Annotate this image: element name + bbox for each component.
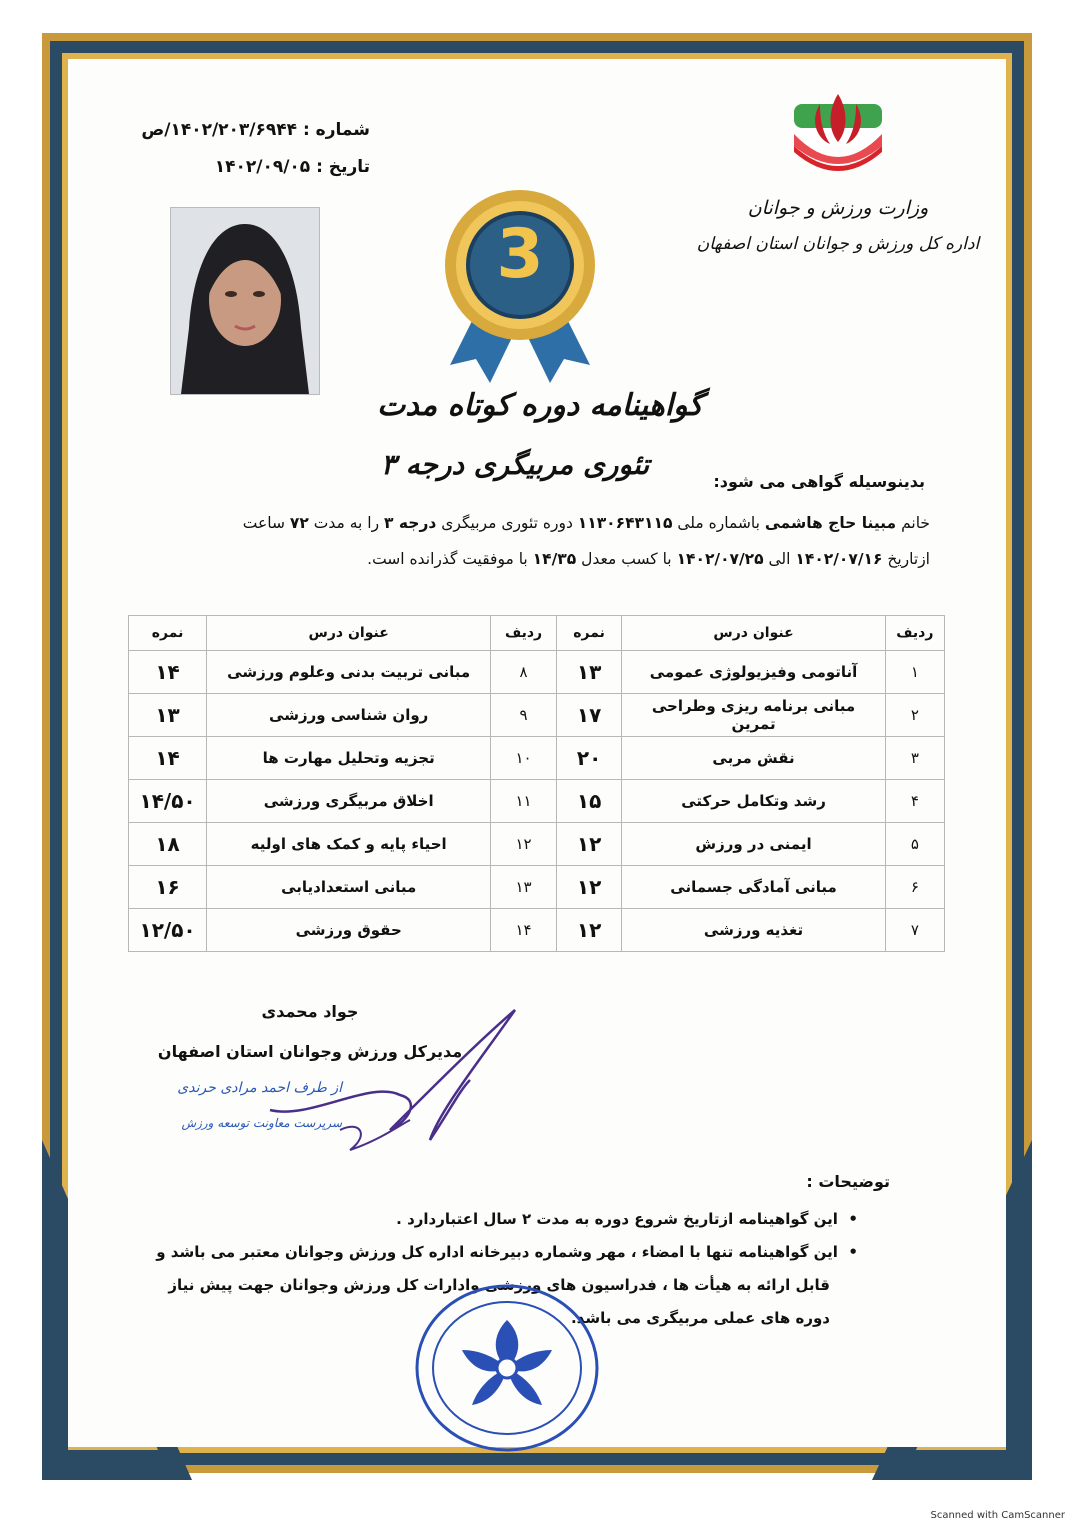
course-degree: درجه ۳	[384, 514, 437, 532]
course-title: ایمنی در ورزش	[622, 823, 885, 866]
course-title: احیاء پایه و کمک های اولیه	[207, 823, 491, 866]
course-title: نقش مربی	[622, 737, 885, 780]
table-row	[129, 823, 945, 866]
course-title: مبانی آمادگی جسمانی	[622, 866, 885, 909]
course-grade: ۱۸	[129, 823, 207, 866]
medal-number: 3	[496, 215, 544, 294]
course-hours: ۷۲	[289, 514, 309, 532]
text-segment: را به مدت	[313, 514, 380, 532]
course-grade: ۱۶	[129, 866, 207, 909]
course-title: آناتومی وفیزیولوژی عمومی	[622, 651, 885, 694]
scanned-watermark: Scanned with CamScanner	[930, 1510, 1065, 1521]
course-title: مبانی برنامه ریزی وطراحی تمرین	[622, 694, 885, 737]
course-grade: ۱۴/۵۰	[129, 780, 207, 823]
official-stamp-icon	[412, 1280, 602, 1455]
row-number: ۷	[885, 909, 944, 952]
text-segment: ازتاریخ	[887, 550, 930, 568]
table-row	[129, 737, 945, 780]
text-segment: باشماره ملی	[677, 514, 760, 532]
table-row	[129, 780, 945, 823]
row-number: ۶	[885, 866, 944, 909]
course-grade: ۱۷	[556, 694, 622, 737]
course-grade: ۱۴	[129, 737, 207, 780]
notes-title: توضیحات :	[806, 1172, 890, 1191]
row-number: ۱۴	[491, 909, 557, 952]
iran-emblem-icon	[790, 90, 886, 182]
course-title: اخلاق مربیگری ورزشی	[207, 780, 491, 823]
grades-table	[128, 615, 945, 952]
certificate-title-line2: تئوری مربیگری درجه ۳	[380, 448, 650, 481]
header-course-title: عنوان درس	[207, 616, 491, 651]
course-grade: ۱۲	[556, 866, 622, 909]
certificate-number	[70, 120, 370, 140]
row-number: ۱۰	[491, 737, 557, 780]
average-grade: ۱۴/۳۵	[532, 550, 577, 568]
table-row	[129, 651, 945, 694]
row-number: ۱۱	[491, 780, 557, 823]
table-row	[129, 694, 945, 737]
course-title: تجزیه وتحلیل مهارت ها	[207, 737, 491, 780]
from-date: ۱۴۰۲/۰۷/۱۶	[795, 550, 883, 568]
text-segment: دوره تئوری مربیگری	[441, 514, 573, 532]
course-title: مبانی استعدادیابی	[207, 866, 491, 909]
course-title: رشد وتکامل حرکتی	[622, 780, 885, 823]
note-text: این گواهینامه تنها با امضاء ، مهر وشماره دبیرخانه اداره کل ورزش وجوانان معتبر می باشد و	[156, 1243, 838, 1261]
header-grade: نمره	[129, 616, 207, 651]
date-label: تاریخ :	[316, 157, 370, 177]
course-grade: ۱۳	[556, 651, 622, 694]
to-date: ۱۴۰۲/۰۷/۲۵	[676, 550, 764, 568]
header-course-title: عنوان درس	[622, 616, 885, 651]
certificate-title-line1: گواهینامه دوره کوتاه مدت	[377, 388, 703, 423]
row-number: ۴	[885, 780, 944, 823]
course-grade: ۱۲	[556, 823, 622, 866]
number-label: شماره :	[302, 120, 370, 140]
table-row	[129, 909, 945, 952]
bullet-icon: •	[837, 1210, 858, 1228]
course-grade: ۱۲	[556, 909, 622, 952]
text-segment: ساعت	[242, 514, 285, 532]
ministry-name: وزارت ورزش و جوانان	[747, 197, 929, 219]
header-row-number: ردیف	[491, 616, 557, 651]
course-grade: ۲۰	[556, 737, 622, 780]
text-segment: با موفقیت گذرانده است.	[367, 550, 528, 568]
course-title: روان شناسی ورزشی	[207, 694, 491, 737]
date-value: ۱۴۰۲/۰۹/۰۵	[214, 157, 311, 177]
text-segment: با کسب معدل	[581, 550, 672, 568]
row-number: ۳	[885, 737, 944, 780]
course-grade: ۱۲/۵۰	[129, 909, 207, 952]
course-title: مبانی تربیت بدنی وعلوم ورزشی	[207, 651, 491, 694]
certify-line-2	[150, 550, 930, 568]
row-number: ۱	[885, 651, 944, 694]
course-grade: ۱۳	[129, 694, 207, 737]
portrait-icon	[171, 208, 319, 394]
table-header-row	[129, 616, 945, 651]
signatory-title: مدیرکل ورزش وجوانان استان اصفهان	[157, 1042, 463, 1061]
header-row-number: ردیف	[885, 616, 944, 651]
note-item-2	[158, 1243, 858, 1261]
certify-line-1	[150, 514, 930, 532]
student-name: مبینا حاج هاشمی	[764, 514, 897, 532]
note-text: این گواهینامه ازتاریخ شروع دوره به مدت ۲ سال اعتباردارد .	[396, 1210, 838, 1228]
row-number: ۹	[491, 694, 557, 737]
text-segment: الی	[768, 550, 791, 568]
course-title: حقوق ورزشی	[207, 909, 491, 952]
national-id: ۱۱۳۰۶۴۳۱۱۵	[577, 514, 673, 532]
handwritten-note-line1: از طرف احمد مرادی حرندی	[177, 1080, 342, 1096]
student-photo	[170, 207, 320, 395]
number-value: ۱۴۰۲/۲۰۳/۶۹۴۴/ص	[141, 120, 298, 140]
certify-intro: بدینوسیله گواهی می شود:	[713, 472, 925, 491]
text-segment: خانم	[901, 514, 930, 532]
course-grade: ۱۵	[556, 780, 622, 823]
note-continuation-1: قابل ارائه به هیأت ها ، فدراسیون های ورزشی وادارات کل ورزش وجوانان جهت پیش نیاز	[168, 1276, 830, 1294]
course-grade: ۱۴	[129, 651, 207, 694]
row-number: ۱۳	[491, 866, 557, 909]
bullet-icon: •	[837, 1243, 858, 1261]
table-row	[129, 866, 945, 909]
department-name: اداره کل ورزش و جوانان استان اصفهان	[696, 234, 980, 254]
certificate-date	[70, 157, 370, 177]
header-grade: نمره	[556, 616, 622, 651]
signatory-name: جواد محمدی	[261, 1002, 359, 1021]
row-number: ۱۲	[491, 823, 557, 866]
row-number: ۵	[885, 823, 944, 866]
handwritten-note-line2: سرپرست معاونت توسعه ورزش	[181, 1116, 342, 1130]
row-number: ۲	[885, 694, 944, 737]
course-title: تغذیه ورزشی	[622, 909, 885, 952]
note-item-1	[158, 1210, 858, 1228]
note-continuation-2: دوره های عملی مربیگری می باشد.	[570, 1309, 830, 1327]
row-number: ۸	[491, 651, 557, 694]
